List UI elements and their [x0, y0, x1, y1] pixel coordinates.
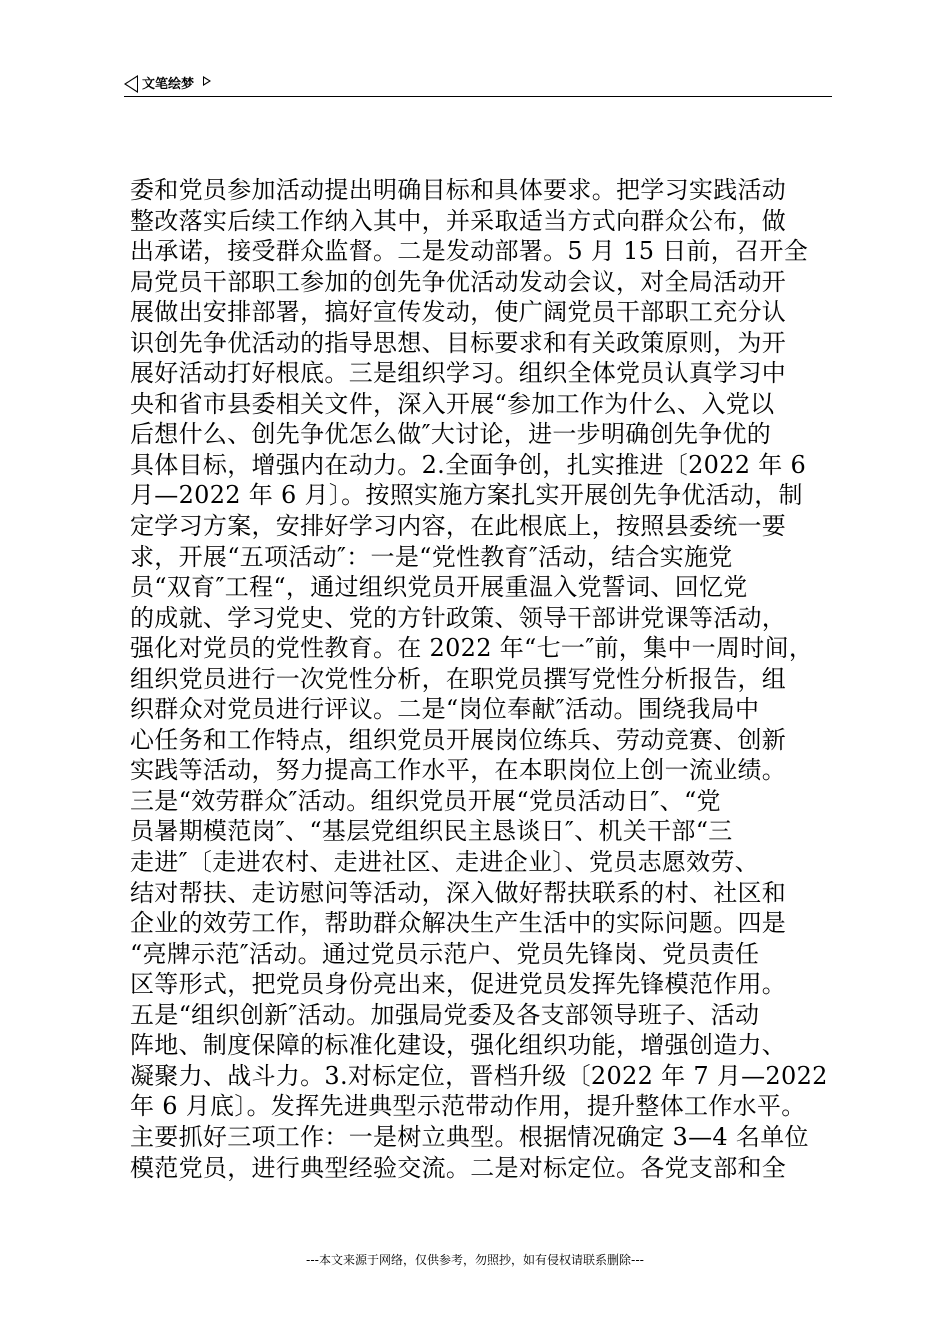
body-line: 识创先争优活动的指导思想、目标要求和有关政策原则，为开 [130, 328, 787, 357]
body-line: 后想什么、创先争优怎么做″大讨论，进一步明确创先争优的 [130, 420, 772, 449]
body-line: 织群众对党员进行评议。二是“岗位奉献″活动。围绕我局中 [130, 695, 760, 724]
body-line: 企业的效劳工作，帮助群众解决生产生活中的实际问题。四是 [130, 909, 787, 938]
page-header [124, 73, 832, 97]
left-triangle-icon [124, 75, 138, 93]
body-line: 凝聚力、战斗力。3.对标定位，晋档升级〔2022 年 7 月—2022 [130, 1061, 828, 1090]
body-paragraph [130, 175, 838, 1183]
body-line: “亮牌示范″活动。通过党员示范户、党员先锋岗、党员责任 [130, 939, 760, 968]
body-line: 结对帮扶、走访慰问等活动，深入做好帮扶联系的村、社区和 [130, 878, 787, 907]
body-line: 月—2022 年 6 月〕。按照实施方案扎实开展创先争优活动，制 [130, 481, 803, 510]
body-line: 模范党员，进行典型经验交流。二是对标定位。各党支部和全 [130, 1153, 787, 1182]
body-line: 主要抓好三项工作：一是树立典型。根据情况确定 3—4 名单位 [130, 1122, 809, 1151]
body-line: 强化对党员的党性教育。在 2022 年“七一″前，集中一周时间， [130, 634, 814, 663]
body-line: 整改落实后续工作纳入其中，并采取适当方式向群众公布，做 [130, 206, 787, 235]
body-line: 委和党员参加活动提出明确目标和具体要求。把学习实践活动 [130, 176, 787, 204]
body-line: 三是“效劳群众″活动。组织党员开展“党员活动日″、“党 [130, 786, 721, 815]
right-triangle-icon [203, 76, 211, 86]
body-line: 走进″〔走进农村、走进社区、走进企业〕、党员志愿效劳、 [130, 848, 760, 877]
body-line: 出承诺，接受群众监督。二是发动部署。5 月 15 日前，召开全 [130, 237, 808, 266]
body-line: 组织党员进行一次党性分析，在职党员撰写党性分析报告，组 [130, 664, 787, 693]
body-line: 员“双育″工程“，通过组织党员开展重温入党誓词、回忆党 [130, 573, 748, 602]
body-line: 求，开展“五项活动″：一是“党性教育″活动，结合实施党 [130, 542, 733, 571]
body-line: 具体目标，增强内在动力。2.全面争创，扎实推进〔2022 年 6 [130, 450, 807, 479]
body-line: 阵地、制度保障的标准化建设，强化组织功能，增强创造力、 [130, 1031, 787, 1060]
footer-disclaimer: ---本文来源于网络，仅供参考，勿照抄，如有侵权请联系删除--- [306, 1253, 644, 1267]
body-line: 局党员干部职工参加的创先争优活动发动会议，对全局活动开 [130, 267, 787, 296]
body-line: 心任务和工作特点，组织党员开展岗位练兵、劳动竞赛、创新 [130, 725, 787, 754]
body-line: 区等形式，把党员身份亮出来，促进党员发挥先锋模范作用。 [130, 970, 787, 999]
header-title: 文笔绘梦 [142, 77, 195, 92]
body-line: 展做出安排部署，搞好宣传发动，使广阔党员干部职工充分认 [130, 298, 787, 327]
body-line: 央和省市县委相关文件，深入开展“参加工作为什么、入党以 [130, 389, 775, 418]
body-line: 五是“组织创新″活动。加强局党委及各支部领导班子、活动 [130, 1000, 760, 1029]
body-line: 实践等活动，努力提高工作水平，在本职岗位上创一流业绩。 [130, 756, 787, 785]
body-line: 定学习方案，安排好学习内容，在此根底上，按照县委统一要 [130, 512, 787, 541]
body-line: 的成就、学习党史、党的方针政策、领导干部讲党课等活动， [130, 603, 787, 632]
body-line: 员暑期模范岗″、“基层党组织民主恳谈日″、机关干部“三 [130, 817, 733, 846]
body-line: 年 6 月底〕。发挥先进典型示范带动作用，提升整体工作水平。 [130, 1092, 806, 1121]
body-line: 展好活动打好根底。三是组织学习。组织全体党员认真学习中 [130, 359, 787, 388]
